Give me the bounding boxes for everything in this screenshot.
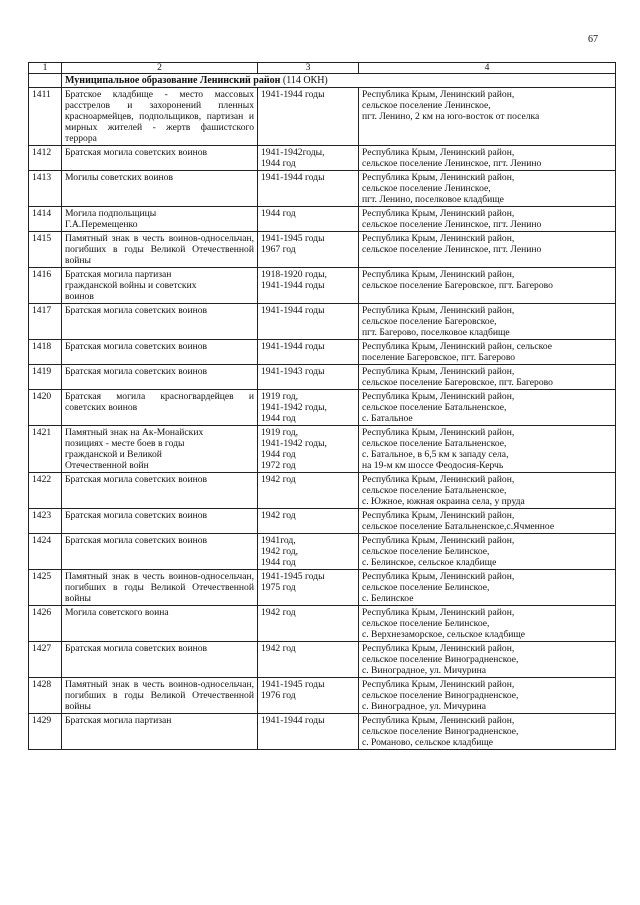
object-name: Братская могила советских воинов: [62, 365, 258, 390]
object-name: Братская могила советских воинов: [62, 473, 258, 509]
row-number: 1422: [29, 473, 62, 509]
column-header-row: [29, 63, 616, 74]
row-number: 1428: [29, 678, 62, 714]
object-name: Памятный знак в честь воинов-односельчан, погибших в годы Великой Отечественной войны: [62, 678, 258, 714]
row-number: 1412: [29, 146, 62, 171]
object-location: Республика Крым, Ленинский район, сельское поселение Батальненское, с. Батальное: [359, 390, 616, 426]
object-name: Братская могила партизан гражданской войны и советских воинов: [62, 268, 258, 304]
object-name: Братская могила советских воинов: [62, 642, 258, 678]
object-name: Братская могила советских воинов: [62, 534, 258, 570]
object-name: Могила подпольщицы Г.А.Перемещенко: [62, 207, 258, 232]
object-location: Республика Крым, Ленинский район, сельское поселение Батальненское,с.Ячменное: [359, 509, 616, 534]
object-dates: 1941-1944 годы: [258, 714, 359, 750]
row-number: 1418: [29, 340, 62, 365]
object-location: Республика Крым, Ленинский район, сельское поселение Ленинское, пгт. Ленино, 2 км на юго-восток от поселка: [359, 88, 616, 146]
object-location: Республика Крым, Ленинский район, сельское поселение Батальненское, с. Южное, южная окраина села, у пруда: [359, 473, 616, 509]
row-number: 1427: [29, 642, 62, 678]
column-header-3: 3: [258, 63, 359, 74]
row-number: 1429: [29, 714, 62, 750]
object-dates: 1941-1942годы, 1944 год: [258, 146, 359, 171]
object-dates: 1942 год: [258, 606, 359, 642]
object-dates: 1941год, 1942 год, 1944 год: [258, 534, 359, 570]
object-location: Республика Крым, Ленинский район, сельское поселение Ленинское, пгт. Ленино: [359, 146, 616, 171]
column-header-4: 4: [359, 63, 616, 74]
table-row: [29, 304, 616, 340]
row-number: 1424: [29, 534, 62, 570]
object-name: Памятный знак на Ак-Монайских позициях - месте боев в годы гражданской и Великой Отечественной войн: [62, 426, 258, 473]
object-location: Республика Крым, Ленинский район, сельское поселение Белинское, с. Белинское: [359, 570, 616, 606]
object-dates: 1941-1945 годы 1976 год: [258, 678, 359, 714]
table-row: [29, 534, 616, 570]
object-location: Республика Крым, Ленинский район, сельское поселение Белинское, с. Верхнезаморское, сельское кладбище: [359, 606, 616, 642]
object-dates: 1941-1945 годы 1975 год: [258, 570, 359, 606]
object-location: Республика Крым, Ленинский район, сельское поселение Багеровское, пгт. Багерово, поселковое кладбище: [359, 304, 616, 340]
table-row: [29, 714, 616, 750]
object-name: Памятный знак в честь воинов-односельчан, погибших в годы Великой Отечественной войны: [62, 232, 258, 268]
object-dates: 1941-1944 годы: [258, 171, 359, 207]
object-dates: 1942 год: [258, 642, 359, 678]
object-name: Братская могила партизан: [62, 714, 258, 750]
object-dates: 1942 год: [258, 473, 359, 509]
object-name: Братская могила советских воинов: [62, 304, 258, 340]
row-number: 1411: [29, 88, 62, 146]
table-row: [29, 146, 616, 171]
object-location: Республика Крым, Ленинский район, сельское поселение Багеровское, пгт. Багерово: [359, 268, 616, 304]
object-dates: 1918-1920 годы, 1941-1944 годы: [258, 268, 359, 304]
table-row: [29, 232, 616, 268]
object-name: Братская могила советских воинов: [62, 146, 258, 171]
row-number: 1426: [29, 606, 62, 642]
row-number: 1421: [29, 426, 62, 473]
row-number: 1417: [29, 304, 62, 340]
table-row: [29, 390, 616, 426]
object-dates: 1941-1944 годы: [258, 88, 359, 146]
object-name: Памятный знак в честь воинов-односельчан, погибших в годы Великой Отечественной войны: [62, 570, 258, 606]
object-location: Республика Крым, Ленинский район, сельское поселение Белинское, с. Белинское, сельское кладбище: [359, 534, 616, 570]
table-row: [29, 88, 616, 146]
row-number: 1420: [29, 390, 62, 426]
table-row: [29, 678, 616, 714]
row-number: 1415: [29, 232, 62, 268]
row-number: 1413: [29, 171, 62, 207]
table-row: [29, 365, 616, 390]
object-location: Республика Крым, Ленинский район, сельское поселение Виноградненское, с. Виноградное, ул. Мичурина: [359, 642, 616, 678]
page-number: 67: [588, 34, 598, 45]
row-number: 1416: [29, 268, 62, 304]
object-name: Братская могила советских воинов: [62, 509, 258, 534]
object-dates: 1944 год: [258, 207, 359, 232]
object-name: Братская могила советских воинов: [62, 340, 258, 365]
section-row: [29, 74, 616, 88]
column-header-1: 1: [29, 63, 62, 74]
object-location: Республика Крым, Ленинский район, сельское поселение Виноградненское, с. Виноградное, ул. Мичурина: [359, 678, 616, 714]
row-number: 1425: [29, 570, 62, 606]
object-location: Республика Крым, Ленинский район, сельское поселение Ленинское, пгт. Ленино: [359, 232, 616, 268]
table-row: [29, 268, 616, 304]
column-header-2: 2: [62, 63, 258, 74]
table-row: [29, 207, 616, 232]
section-count: (114 ОКН): [282, 75, 328, 86]
section-title: Муниципальное образование Ленинский район (114 ОКН): [62, 74, 616, 88]
object-name: Братская могила красногвардейцев и советских воинов: [62, 390, 258, 426]
table-row: [29, 473, 616, 509]
table-row: [29, 509, 616, 534]
object-dates: 1941-1945 годы 1967 год: [258, 232, 359, 268]
table-row: [29, 171, 616, 207]
object-location: Республика Крым, Ленинский район, сельское поселение Ленинское, пгт. Ленино, поселковое кладбище: [359, 171, 616, 207]
object-dates: 1942 год: [258, 509, 359, 534]
object-location: Республика Крым, Ленинский район, сельское поселение Ленинское, пгт. Ленино: [359, 207, 616, 232]
table-row: [29, 426, 616, 473]
object-dates: 1919 год, 1941-1942 годы, 1944 год 1972 год: [258, 426, 359, 473]
object-location: Республика Крым, Ленинский район, сельское поселение Багеровское, пгт. Багерово: [359, 340, 616, 365]
table-row: [29, 606, 616, 642]
object-name: Могила советского воина: [62, 606, 258, 642]
row-number: 1414: [29, 207, 62, 232]
heritage-register-table: [28, 62, 616, 750]
table-row: [29, 570, 616, 606]
object-name: Могилы советских воинов: [62, 171, 258, 207]
object-location: Республика Крым, Ленинский район, сельское поселение Виноградненское, с. Романово, сельское кладбище: [359, 714, 616, 750]
row-number: 1419: [29, 365, 62, 390]
object-dates: 1919 год, 1941-1942 годы, 1944 год: [258, 390, 359, 426]
object-dates: 1941-1943 годы: [258, 365, 359, 390]
object-name: Братское кладбище - место массовых расстрелов и захоронений пленных красноармейцев, подпольщиков, партизан и мирных жителей - жертв фашистского террора: [62, 88, 258, 146]
object-dates: 1941-1944 годы: [258, 340, 359, 365]
object-location: Республика Крым, Ленинский район, сельское поселение Батальненское, с. Батальное, в 6,5 км к западу села, на 19-м км шоссе Феодосия-Керчь: [359, 426, 616, 473]
table-row: [29, 340, 616, 365]
table-row: [29, 642, 616, 678]
row-number: 1423: [29, 509, 62, 534]
object-location: Республика Крым, Ленинский район, сельское поселение Багеровское, пгт. Багерово: [359, 365, 616, 390]
object-dates: 1941-1944 годы: [258, 304, 359, 340]
